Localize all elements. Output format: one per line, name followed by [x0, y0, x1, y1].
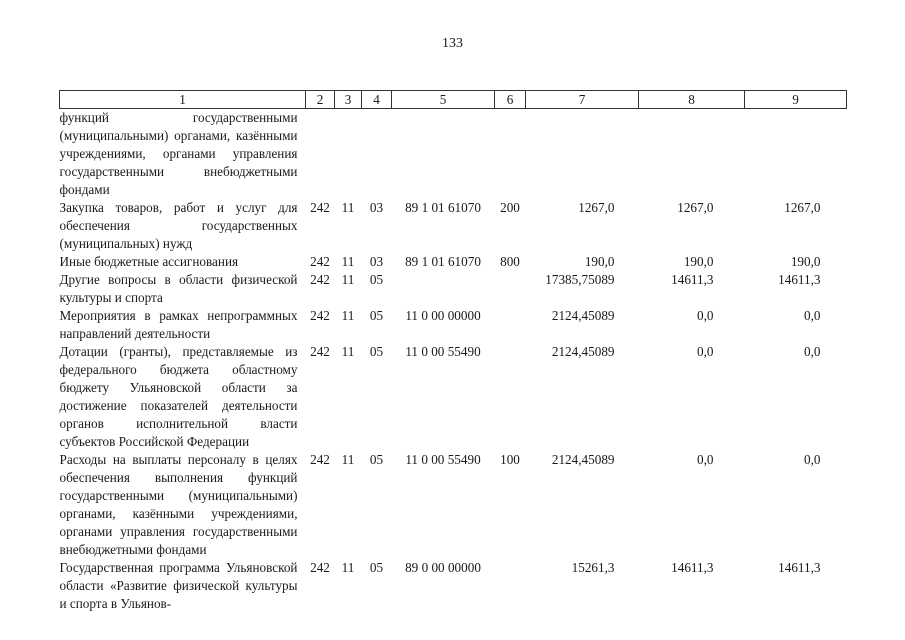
cell-col-2: [306, 109, 335, 200]
cell-col-3: 11: [341, 308, 355, 323]
cell-col-6: [495, 559, 526, 613]
cell-col-3: 11: [341, 254, 355, 269]
header-col-9: 9: [745, 91, 847, 109]
cell-col-6: 200: [500, 200, 520, 215]
cell-col-8: 1267,0: [677, 200, 714, 215]
cell-col-9: [745, 109, 847, 200]
cell-col-9: 14611,3: [778, 560, 821, 575]
page-number: 133: [442, 36, 463, 51]
cell-col-2: 242: [310, 344, 330, 359]
cell-col-2: 242: [310, 200, 330, 215]
table-row: [60, 343, 847, 451]
cell-col-7: 1267,0: [578, 200, 615, 215]
cell-col-4: 03: [369, 254, 384, 269]
table-body: [60, 109, 847, 614]
cell-col-3: 11: [341, 272, 355, 287]
cell-col-6: [495, 271, 526, 307]
cell-col-8: 0,0: [697, 308, 714, 323]
cell-col-6: [495, 109, 526, 200]
cell-col-3: 11: [341, 560, 355, 575]
cell-col-2: 242: [310, 560, 330, 575]
cell-col-8: 190,0: [683, 254, 714, 269]
header-col-6: 6: [495, 91, 526, 109]
cell-col-8: 14611,3: [671, 272, 714, 287]
cell-col-7: 190,0: [584, 254, 615, 269]
cell-description: Государственная программа Ульяновской области «Развитие физической культуры и спорта в Ульянов-: [59, 560, 298, 611]
table-row: [60, 307, 847, 343]
header-col-7: 7: [526, 91, 639, 109]
cell-col-4: 05: [369, 452, 384, 467]
cell-col-6: [495, 307, 526, 343]
cell-col-2: 242: [310, 308, 330, 323]
cell-description: Иные бюджетные ассигнования: [59, 254, 239, 269]
cell-col-7: [526, 109, 639, 200]
cell-col-4: 05: [369, 272, 384, 287]
budget-table: [59, 90, 847, 613]
cell-col-4: [362, 109, 392, 200]
table-row: [60, 559, 847, 613]
cell-col-9: 0,0: [804, 344, 821, 359]
cell-description: Закупка товаров, работ и услуг для обеспечения государственных (муниципальных) нужд: [59, 200, 298, 251]
cell-col-7: 2124,45089: [551, 308, 615, 323]
cell-description: Дотации (гранты), представляемые из федерального бюджета областному бюджету Ульяновской области за достижение показателей деятельности органов исполнительной власти субъектов Российской Федерации: [59, 344, 298, 449]
cell-col-9: 0,0: [804, 308, 821, 323]
cell-col-8: 14611,3: [671, 560, 714, 575]
cell-col-6: 800: [500, 254, 520, 269]
table-row: [60, 109, 847, 200]
cell-col-4: 05: [369, 308, 384, 323]
cell-col-3: [335, 109, 362, 200]
cell-description: Расходы на выплаты персоналу в целях обеспечения выполнения функций государственными (муниципальными) органами, казёнными учреждениями, органами управления государственными внебюджетными фондами: [59, 452, 298, 557]
cell-col-4: 05: [369, 344, 384, 359]
cell-col-9: 14611,3: [778, 272, 821, 287]
header-col-4: 4: [362, 91, 392, 109]
cell-description: функций государственными (муниципальными) органами, казёнными учреждениями, органами управления государственными внебюджетными фондами: [59, 110, 298, 197]
cell-col-4: 03: [369, 200, 384, 215]
cell-col-3: 11: [341, 344, 355, 359]
table-row: [60, 199, 847, 253]
table-row: [60, 451, 847, 559]
cell-col-7: 15261,3: [571, 560, 615, 575]
cell-col-6: [495, 343, 526, 451]
cell-col-5: [392, 109, 495, 200]
cell-col-6: 100: [500, 452, 520, 467]
header-col-2: 2: [306, 91, 335, 109]
cell-col-7: 17385,75089: [545, 272, 615, 287]
cell-col-3: 11: [341, 452, 355, 467]
header-col-5: 5: [392, 91, 495, 109]
cell-col-5: 11 0 00 55490: [405, 452, 481, 467]
header-row: [60, 91, 847, 109]
cell-col-3: 11: [341, 200, 355, 215]
cell-description: Мероприятия в рамках непрограммных направлений деятельности: [59, 308, 298, 341]
cell-col-9: 0,0: [804, 452, 821, 467]
header-col-8: 8: [639, 91, 745, 109]
cell-description: Другие вопросы в области физической культуры и спорта: [59, 272, 298, 305]
cell-col-2: 242: [310, 452, 330, 467]
cell-col-5: 89 1 01 61070: [405, 254, 481, 269]
cell-col-5: [392, 271, 495, 307]
cell-col-2: 242: [310, 272, 330, 287]
cell-col-9: 190,0: [790, 254, 821, 269]
cell-col-8: [639, 109, 745, 200]
cell-col-5: 11 0 00 55490: [405, 344, 481, 359]
table-header: [60, 91, 847, 109]
header-col-3: 3: [335, 91, 362, 109]
cell-col-5: 89 1 01 61070: [405, 200, 481, 215]
cell-col-5: 11 0 00 00000: [405, 308, 481, 323]
cell-col-4: 05: [369, 560, 384, 575]
cell-col-9: 1267,0: [784, 200, 821, 215]
table-row: [60, 271, 847, 307]
cell-col-7: 2124,45089: [551, 452, 615, 467]
cell-col-8: 0,0: [697, 344, 714, 359]
cell-col-7: 2124,45089: [551, 344, 615, 359]
header-col-1: 1: [60, 91, 306, 109]
table-row: [60, 253, 847, 271]
cell-col-8: 0,0: [697, 452, 714, 467]
cell-col-2: 242: [310, 254, 330, 269]
cell-col-5: 89 0 00 00000: [405, 560, 481, 575]
